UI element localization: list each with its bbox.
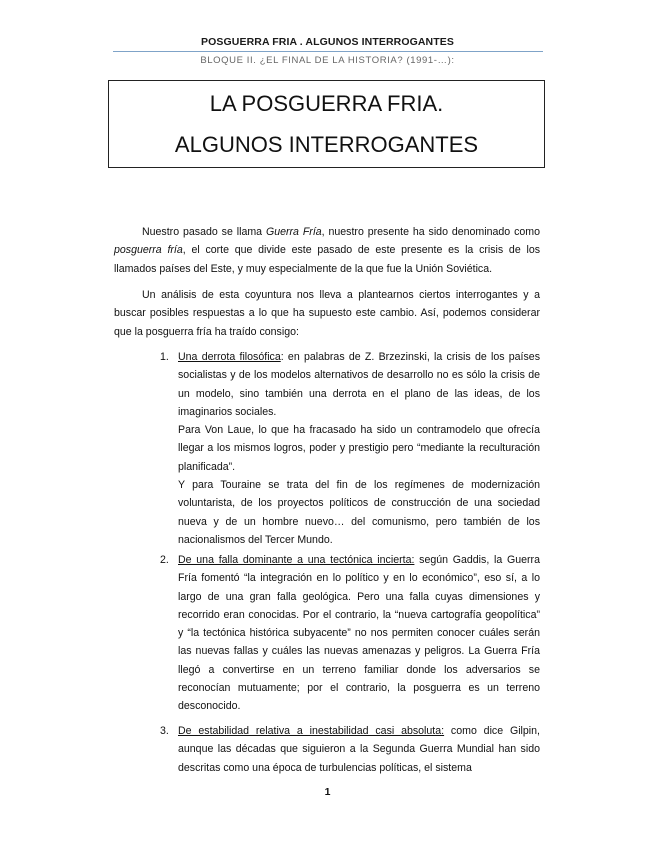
list-item-1 [178, 348, 540, 549]
paragraph-intro-part-b: , nuestro presente ha sido denominado como [321, 226, 540, 238]
title-line-1: LA POSGUERRA FRIA. [209, 91, 444, 116]
paragraph-intro [114, 223, 540, 278]
emphasis-posguerra-fria: posguerra fría [114, 244, 183, 257]
paragraph-intro-part-c: , el corte que divide este pasado de este presente es la crisis de los llamados países del Este, y muy especialmente de la que fue la Unión Soviética. [114, 244, 541, 275]
list-item-3-text: como dice Gilpin, aunque las décadas que siguieron a la Segunda Guerra Mundial han sido descritas como una época de turbulencias políticas, el sistema [178, 725, 540, 774]
list-item-1-touraine: Y para Touraine se trata del fin de los regímenes de modernización voluntarista, de los proyectos políticos de construcción de una sociedad nueva y de un hombre nuevo… del comunismo, pero también de los nacionalismos del Tercer Mundo. [178, 479, 540, 546]
paragraph-intro-part-a: Nuestro pasado se llama [142, 226, 266, 238]
list-item-3-heading: De estabilidad relativa a inestabilidad casi absoluta: [178, 725, 445, 737]
title-box [108, 80, 545, 168]
emphasis-guerra-fria: Guerra Fría [265, 226, 322, 238]
list-number-1: 1. [160, 351, 169, 363]
list-item-1-text: : en palabras de Z. Brzezinski, la crisis de los países socialistas y de los modelos alternativos de desarrollo no es sólo la crisis de un modelo, sino también una derrota en el plano de las ideas, de los imaginarios sociales. [178, 351, 540, 418]
list-number-3: 3. [160, 725, 169, 737]
list-number-2: 2. [160, 554, 169, 566]
list-item-2-text: según Gaddis, la Guerra Fría fomentó “la integración en lo político y en lo económico”, eso sí, a lo largo de una gran falla geológica. Pero una falla cuyas dimensiones y recorrido eran conocidas. Por el contrario, la “nueva cartografía geopolítica” y “la tectónica histórica subyacente” no nos permiten conocer cuáles serán las nuevas fallas y cuáles las nuevas amenazas y peligros. La Guerra Fría llegó a convertirse en un terreno familiar donde los adversarios se reconocían mutuamente; por el contrario, la posguerra es un terreno desconocido. [178, 554, 540, 713]
list-item-1-von-laue: Para Von Laue, lo que ha fracasado ha sido un contramodelo que ofrecía llegar a los mismos logros, poder y prestigio pero “mediante la reculturación planificada”. [178, 424, 540, 473]
header-divider [113, 51, 543, 52]
list-item-2 [178, 551, 540, 716]
list-item-1-heading: Una derrota filosófica [178, 351, 281, 363]
title-line-2: ALGUNOS INTERROGANTES [174, 132, 479, 157]
page-number: 1 [324, 786, 331, 798]
list-item-2-heading: De una falla dominante a una tectónica incierta: [178, 554, 415, 566]
paragraph-analysis: Un análisis de esta coyuntura nos lleva a plantearnos ciertos interrogantes y a buscar posibles respuestas a lo que ha supuesto este cambio. Así, podemos considerar que la posguerra fría ha traído consigo: [114, 289, 540, 338]
running-header-title: POSGUERRA FRIA . ALGUNOS INTERROGANTES [201, 36, 454, 48]
list-item-3 [178, 722, 540, 777]
running-header-subtitle: BLOQUE II. ¿EL FINAL DE LA HISTORIA? (1991-…): [200, 55, 455, 66]
